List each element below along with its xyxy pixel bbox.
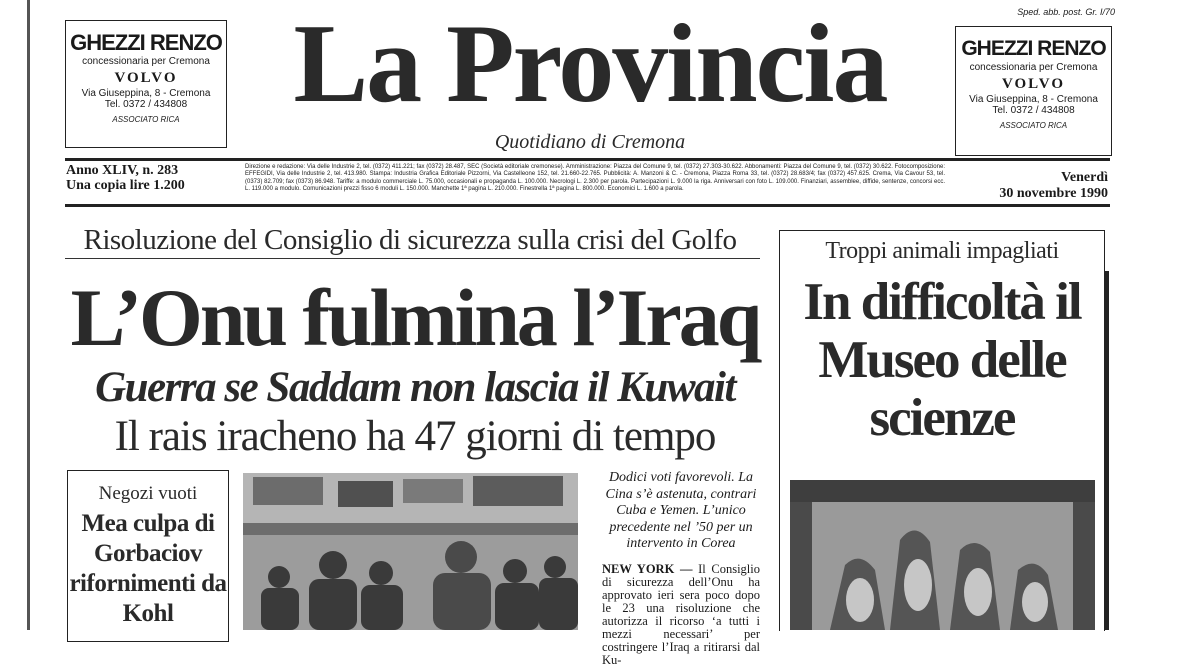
museum-story-kicker: Troppi animali impagliati [825,238,1059,264]
lead-subheadline: Guerra se Saddam non lascia il Kuwait [95,364,735,411]
article-dateline: NEW YORK — [602,562,693,576]
museum-photo[interactable] [790,480,1095,630]
ad-phone: Tel. 0372 / 434808 [992,105,1075,116]
issue-number: Anno XLIV, n. 283 [66,163,179,178]
postal-note: Sped. abb. post. Gr. I/70 [1017,7,1115,17]
soldiers-photo[interactable] [243,473,578,630]
ad-brand-logo: VOLVO [1001,76,1066,92]
ad-concession: concessionaria per Cremona [82,56,210,67]
side-story-kicker: Negozi vuoti [98,483,198,504]
issue-date [975,170,1108,202]
photo-caption: Dodici voti favorevoli. La Cina s’è astenuta, contrari Cuba e Yemen. L’unico precedente nel ’50 per un intervento in Corea [605,470,757,551]
box-shadow-rule [1105,271,1109,630]
imprint-text: Direzione e redazione: Via delle Industrie 2, tel. (0372) 411.221; fax (0372) 28.487, SEC (Società editoriale cremonese). Amministrazione: Piazza del Comune 9, tel. (0372) 27.303-30.622. Abbonamenti: Piazza del Comune 9, tel. (0372) 30.622. Fotocomposizione: EFFEGIDI, Via delle Industrie 2, tel. 413.980. Stampa: Industria Grafica Editoriale Pizzorni, Via Castelleone 152, tel. 21.660-22.765. Pubblicità: A. Manzoni & C. - Cremona, Piazza Roma 33, tel. (0372) 28.683/4; fax (0372) 457.625. Crema, Via Cavour 53, tel. (0373) 82.709; fax (0373) 86.948. Tariffe: a modulo commerciale L. 75.000, occasionali e propaganda L. 100.000. Necrologi L. 2.300 per parola. Partecipazioni L. 9.000 la riga. Anniversari con foto L. 109.000. Finanziari, assemblee, diffide, sentenze, concorsi ecc. L. 119.000 a modulo. Comunicazioni prezzi fisso 6 moduli L. 150.000. Manchette 1ª pagina L. 210.000. Finestrella 1ª pagina L. 800.000. Economici L. 1.600 a parola. [245,164,945,193]
kicker-rule [65,258,760,259]
masthead-rule-top [65,158,1110,161]
lead-deck: Il rais iracheno ha 47 giorni di tempo [114,413,716,460]
dealer-ad-left[interactable] [65,20,227,148]
ad-association-logo: ASSOCIATO RICA [112,115,180,124]
issue-price: Una copia lire 1.200 [66,178,185,193]
side-story-box[interactable] [67,470,229,642]
lead-headline[interactable]: L’Onu fulmina l’Iraq [70,272,760,363]
lead-kicker: Risoluzione del Consiglio di sicurezza sulla crisi del Golfo [83,224,737,256]
issue-info [66,163,185,193]
dealer-ad-right[interactable] [955,26,1112,156]
ad-address: Via Giuseppina, 8 - Cremona [969,94,1098,105]
ad-brand-logo: VOLVO [114,70,178,86]
ad-address: Via Giuseppina, 8 - Cremona [81,88,211,99]
ad-association-logo: ASSOCIATO RICA [999,121,1068,130]
ad-dealer-name: GHEZZI RENZO [70,30,222,55]
newspaper-subtitle: Quotidiano di Cremona [494,131,686,153]
page-edge [27,0,30,630]
ad-dealer-name: GHEZZI RENZO [961,37,1106,60]
article-text: Il Consiglio di sicurezza dell’Onu ha approvato ieri sera poco dopo le 23 una risoluzione che autorizza il ricorso ‘a tutti i mezzi necessari’ per costringere l’Iraq a ritirarsi dal Ku- [602,562,760,667]
ad-phone: Tel. 0372 / 434808 [104,99,188,110]
side-story-headline: Mea culpa di Gorbaciov rifornimenti da Kohl [69,510,227,627]
issue-full-date: 30 novembre 1990 [999,186,1108,201]
masthead-rule-bottom [65,204,1110,207]
ad-concession: concessionaria per Cremona [969,62,1098,73]
lead-article[interactable] [602,562,760,667]
issue-weekday: Venerdì [1061,170,1108,185]
museum-story-headline: In difficoltà il Museo delle scienze [803,273,1081,447]
newspaper-title[interactable]: La Provincia [293,2,887,126]
